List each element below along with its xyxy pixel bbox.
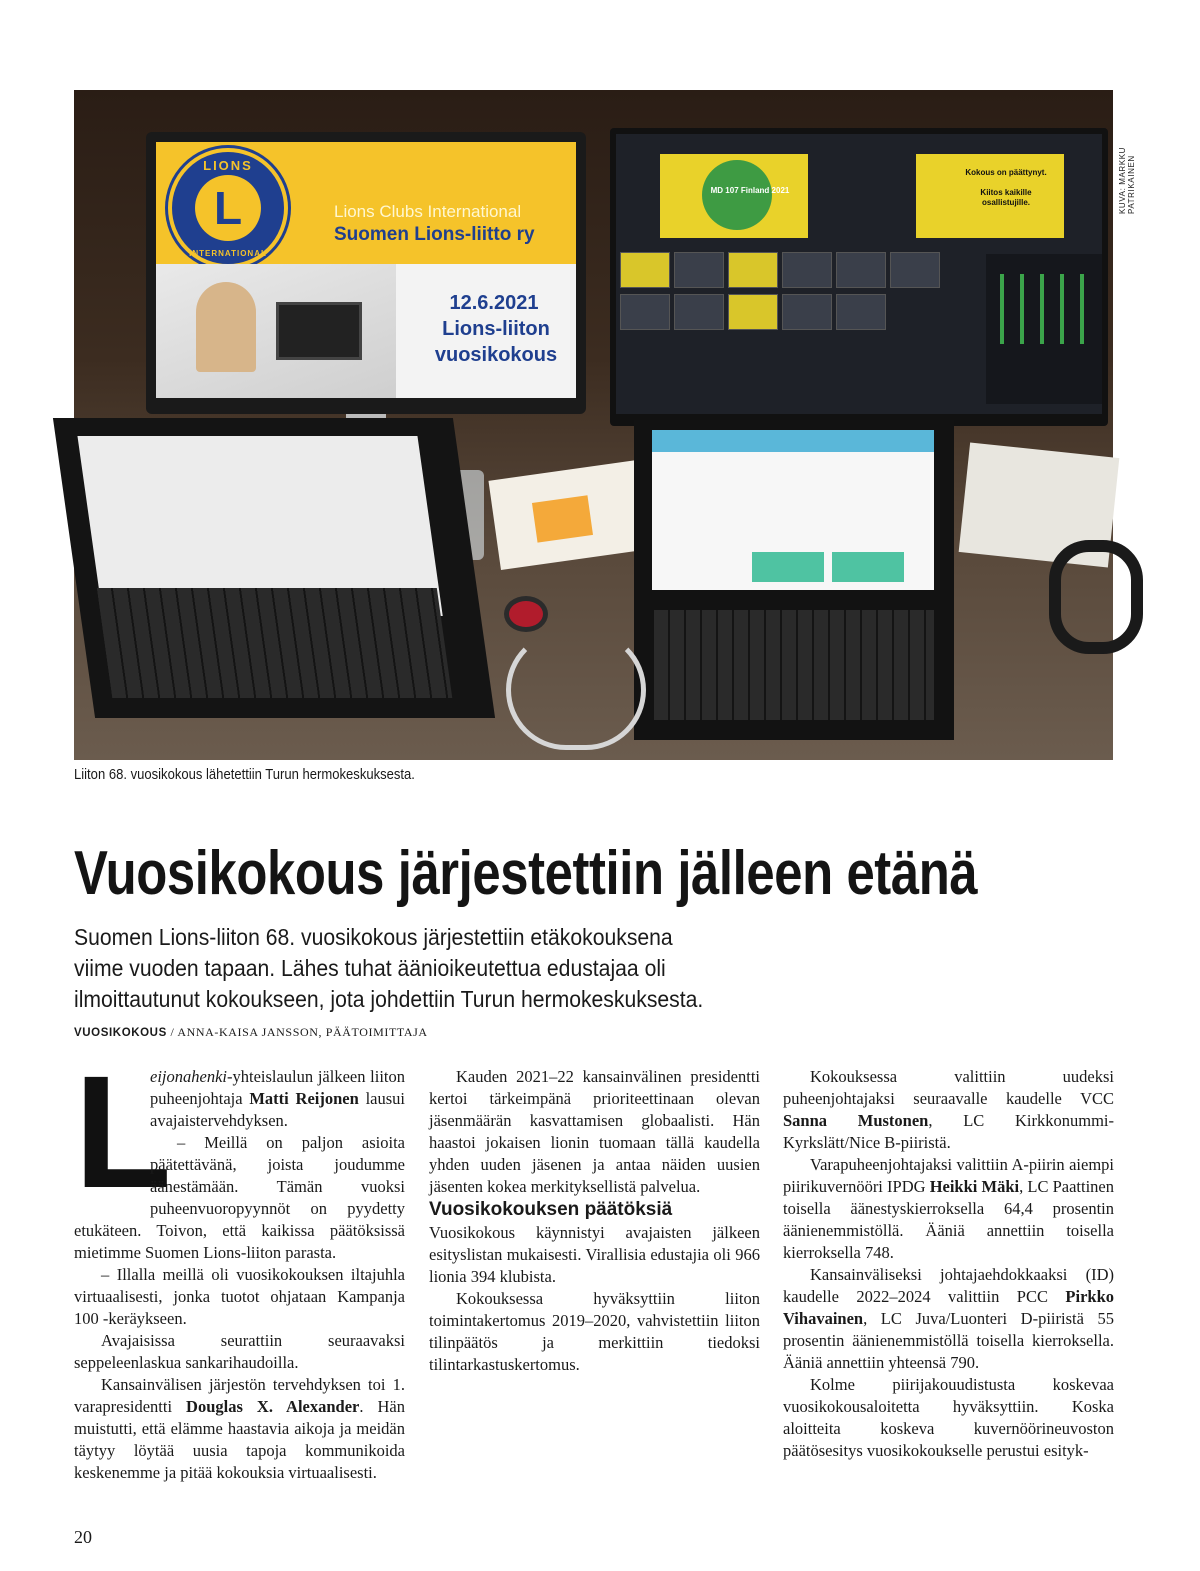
paragraph <box>74 1374 405 1484</box>
paragraph-text: , LC Juva/Luonteri D-piiristä 55 prosentin äänienemmistöllä toisella kierroksella. Ääniä annettiin yhteensä 790. <box>783 1309 1114 1372</box>
headphones <box>1049 540 1143 654</box>
lions-logo <box>168 148 288 268</box>
photo-credit-wrap <box>1118 94 1136 214</box>
left-laptop <box>53 418 495 718</box>
paragraph <box>783 1154 1114 1264</box>
article-subhead: Vuosikokouksen päätöksiä <box>429 1199 673 1220</box>
screen-date: 12.6.2021 <box>449 292 539 314</box>
paragraph: Kolme piirijakouudistusta koskevaa vuosikokousaloitetta hyväksyttiin. Koska aloitteita koskeva kuvernöörineuvoston päätösesitys vuosikokoukselle perustui esityk- <box>783 1375 1114 1460</box>
input-tile <box>836 252 886 288</box>
lead-line: Suomen Lions-liiton 68. vuosikokous järjestettiin etäkokouksena <box>74 924 673 950</box>
byline-section: VUOSIKOKOUS <box>74 1027 167 1039</box>
input-tile <box>782 252 832 288</box>
screen-title-line2: vuosikokous <box>434 344 558 366</box>
right-laptop <box>634 420 954 740</box>
person-name: Sanna Mustonen <box>783 1111 929 1130</box>
notebook <box>488 460 649 570</box>
paragraph-text: , LC Kirkkonummi-Kyrkslätt/Nice B-piiristä. <box>783 1111 1115 1152</box>
article-lead <box>74 922 773 1015</box>
right-laptop-keyboard <box>654 610 934 720</box>
byline <box>74 1025 428 1040</box>
drop-cap: L <box>74 1042 172 1221</box>
paragraph <box>783 1264 1114 1374</box>
article-column-2 <box>429 1066 760 1376</box>
lead-line: viime vuoden tapaan. Lähes tuhat äänioikeutettua edustajaa oli <box>74 955 666 981</box>
right-monitor-screen <box>616 134 1102 414</box>
input-tile <box>674 252 724 288</box>
paragraph: Kauden 2021–22 kansainvälinen presidentti kertoi tärkeimpänä prioriteettinaan olevan jäsenmäärän kasvattamisen globaalisti. Hän haastoi jokaisen lionin tuomaan tällä kaudella yhden uuden jäsenen ja antaa näiden uusien jäsenten kokea merkityksellistä palvelua. <box>429 1067 760 1196</box>
laptop-app-tile <box>752 552 824 582</box>
audio-mixer-panel <box>986 254 1102 404</box>
paragraph-text: Kokouksessa valittiin uudeksi puheenjohtajaksi seuraavalle kaudelle VCC <box>783 1067 1114 1108</box>
byline-author: ANNA-KAISA JANSSON, PÄÄTOIMITTAJA <box>177 1025 428 1039</box>
photo-right-monitor <box>610 128 1108 426</box>
paragraph-text: -yhteislaulun jälkeen liiton puheenjohtaja <box>150 1067 405 1108</box>
paragraph: Kokouksessa hyväksyttiin liiton toimintakertomus 2019–2020, vahvistettiin liiton tilinpäätös ja merkittiin tiedoksi tilintarkastuskertomus. <box>429 1289 760 1374</box>
person-name: Pirkko Vihavainen <box>783 1287 1114 1328</box>
article-headline: Vuosikokous järjestettiin jälleen etänä <box>74 839 978 908</box>
input-tile <box>836 294 886 330</box>
paragraph-text: Kansainvälisen järjestön tervehdyksen toi 1. varapresidentti <box>74 1375 405 1416</box>
sticky-note <box>532 495 593 542</box>
person-name: Matti Reijonen <box>249 1089 359 1108</box>
paragraph-text: Varapuheenjohtajaksi valittiin A-piirin aiempi piirikuvernööri IPDG <box>783 1155 1114 1196</box>
article-column-3 <box>783 1066 1114 1462</box>
paragraph-text: lausui avajaistervehdyksen. <box>150 1089 405 1130</box>
paragraph-text: Kansainväliseksi johtajaehdokkaaksi (ID) kaudelle 2022–2024 valittiin PCC <box>783 1265 1114 1306</box>
input-tile <box>620 294 670 330</box>
preview-window <box>660 154 808 238</box>
person-name: Douglas X. Alexander <box>186 1397 360 1416</box>
paragraph <box>783 1066 1114 1154</box>
article-photo <box>74 90 1113 760</box>
byline-separator: / <box>166 1025 178 1039</box>
photo-credit: KUVA: MARKKU PATRIKAINEN <box>1118 146 1136 214</box>
page-number: 20 <box>74 1527 92 1547</box>
preview-badge-text: MD 107 Finland 2021 <box>710 186 790 195</box>
lions-logo-letter: L <box>195 175 261 241</box>
right-laptop-screen <box>652 430 934 590</box>
paragraph: – Illalla meillä oli vuosikokouksen iltajuhla virtuaalisesti, jonka tuotot ohjataan Kampanja 100 -keräykseen. <box>74 1265 405 1328</box>
input-tile <box>728 252 778 288</box>
screen-org-line1: Lions Clubs International <box>334 202 522 221</box>
paragraph: – Meillä on paljon asioita päätettävänä, joista joudumme äänestämään. Tämän vuoksi puheenvuoropyynnöt on pyydetty etukäteen. Toivon, että kaikissa päätöksissä mietimme Suomen Lions-liiton parasta. <box>74 1133 405 1262</box>
output-window <box>916 154 1064 238</box>
photo-caption: Liiton 68. vuosikokous lähetettiin Turun hermokeskuksesta. <box>74 767 415 783</box>
screen-title-line1: Lions-liiton <box>442 318 550 340</box>
paragraph-text: , LC Paattinen toisella äänestyskierroksella 64,4 prosentin äänienemmistöllä. Ääniä annettiin toisella kierroksella 748. <box>783 1177 1115 1262</box>
paragraph-italic: eijonahenki <box>150 1067 227 1086</box>
paragraph-text: . Hän muistutti, että elämme haastavia aikoja ja meidän täytyy löytää uusia tapoja kommunikoida keskenemme ja pitää kokouksia virtuaalisesti. <box>74 1397 405 1482</box>
left-laptop-keyboard <box>97 588 452 698</box>
paragraph: Vuosikokous käynnistyi avajaisten jälkeen esityslistan mukaisesti. Virallisia edustajia oli 966 lionia 394 klubista. <box>429 1223 760 1286</box>
person-name: Heikki Mäki <box>929 1177 1020 1196</box>
output-message-line2: Kiitos kaikille osallistujille. <box>980 188 1032 208</box>
laptop-app-tile <box>832 552 904 582</box>
input-tile <box>728 294 778 330</box>
screen-desk-monitor <box>276 302 362 360</box>
left-monitor-screen <box>156 142 576 398</box>
screen-person-figure <box>196 282 256 372</box>
network-cable <box>506 630 646 750</box>
input-tile <box>620 252 670 288</box>
output-message-line1: Kokous on päättynyt. <box>965 168 1047 177</box>
red-push-button <box>504 596 548 632</box>
lead-line: ilmoittautunut kokoukseen, jota johdettiin Turun hermokeskuksesta. <box>74 986 704 1012</box>
lions-logo-top-text: LIONS <box>203 158 253 173</box>
photo-left-monitor <box>146 132 586 414</box>
screen-org-line2: Suomen Lions-liitto ry <box>334 224 535 245</box>
input-tile <box>674 294 724 330</box>
article-column-1 <box>74 1042 405 1484</box>
input-tile <box>782 294 832 330</box>
input-tile <box>890 252 940 288</box>
lions-logo-bottom-text: INTERNATIONAL <box>189 249 267 258</box>
laptop-app-header <box>652 430 934 452</box>
paragraph: Avajaisissa seurattiin seuraavaksi seppeleenlaskua sankarihaudoilla. <box>74 1331 405 1372</box>
